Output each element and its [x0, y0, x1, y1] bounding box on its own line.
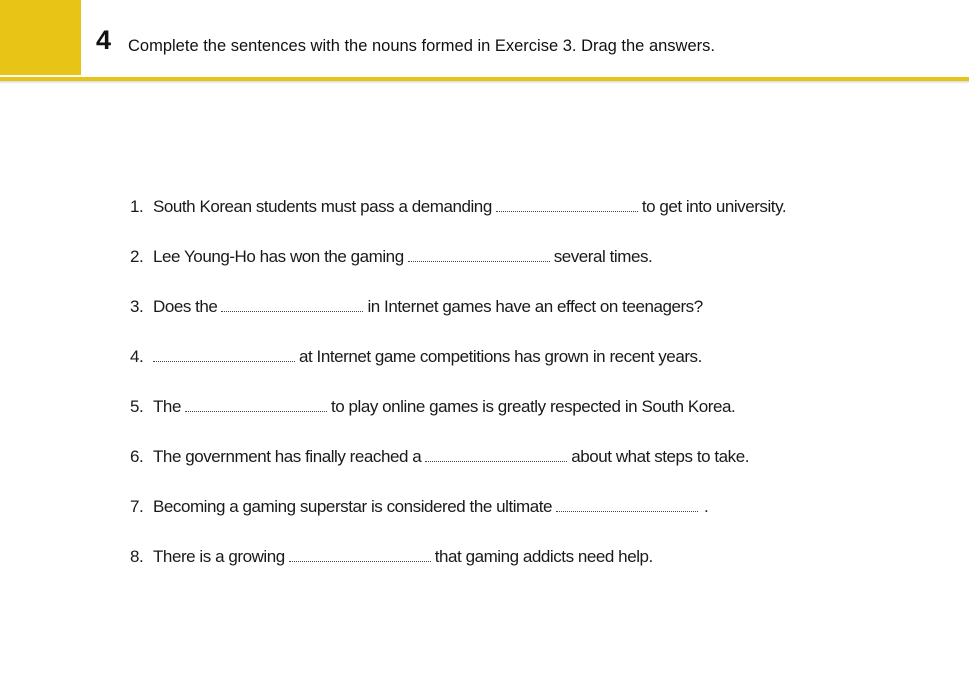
- sentence-number: 1.: [130, 197, 144, 216]
- sentence-text-before: Lee Young-Ho has won the gaming: [153, 247, 404, 266]
- sentence-text-after: in Internet games have an effect on teenagers?: [367, 297, 703, 316]
- sentence-number: 4.: [130, 347, 144, 366]
- exercise-number: 4: [96, 25, 112, 55]
- accent-block: [0, 0, 81, 75]
- sentence-text-after: at Internet game competitions has grown in recent years.: [299, 347, 702, 366]
- answer-drop-zone-6[interactable]: [425, 447, 567, 462]
- sentence-text-before: Does the: [153, 297, 218, 316]
- sentence-8: [130, 543, 786, 593]
- sentence-4: [130, 343, 786, 393]
- sentence-text-after: several times.: [553, 247, 653, 266]
- sentence-text-before: The government has finally reached a: [153, 447, 422, 466]
- sentence-text-after: about what steps to take.: [571, 447, 750, 466]
- sentence-2: [130, 243, 786, 293]
- sentence-text-after: that gaming addicts need help.: [434, 547, 653, 566]
- sentence-number: 2.: [130, 247, 144, 266]
- sentence-text-after: to get into university.: [641, 197, 787, 216]
- answer-drop-zone-4[interactable]: [153, 347, 295, 362]
- answer-drop-zone-8[interactable]: [289, 547, 431, 562]
- sentence-number: 5.: [130, 397, 144, 416]
- sentence-number: 6.: [130, 447, 144, 466]
- header-divider-shadow: [0, 81, 969, 84]
- exercise-instruction: Complete the sentences with the nouns formed in Exercise 3. Drag the answers.: [128, 37, 715, 55]
- sentence-text-before: There is a growing: [153, 547, 285, 566]
- sentence-3: [130, 293, 786, 343]
- sentence-text-before: The: [153, 397, 181, 416]
- exercise-header: [0, 0, 969, 80]
- sentence-list: [130, 193, 786, 593]
- answer-drop-zone-2[interactable]: [408, 247, 550, 262]
- sentence-number: 7.: [130, 497, 144, 516]
- sentence-text-before: South Korean students must pass a demanding: [153, 197, 492, 216]
- sentence-1: [130, 193, 786, 243]
- answer-drop-zone-1[interactable]: [496, 197, 638, 212]
- sentence-text-after: to play online games is greatly respected in South Korea.: [330, 397, 736, 416]
- answer-drop-zone-3[interactable]: [221, 297, 363, 312]
- answer-drop-zone-5[interactable]: [185, 397, 327, 412]
- sentence-text-after: .: [704, 497, 709, 516]
- sentence-5: [130, 393, 786, 443]
- sentence-number: 3.: [130, 297, 144, 316]
- sentence-6: [130, 443, 786, 493]
- sentence-number: 8.: [130, 547, 144, 566]
- answer-drop-zone-7[interactable]: [556, 497, 698, 512]
- sentence-7: [130, 493, 786, 543]
- sentence-text-before: Becoming a gaming superstar is considered the ultimate: [153, 497, 553, 516]
